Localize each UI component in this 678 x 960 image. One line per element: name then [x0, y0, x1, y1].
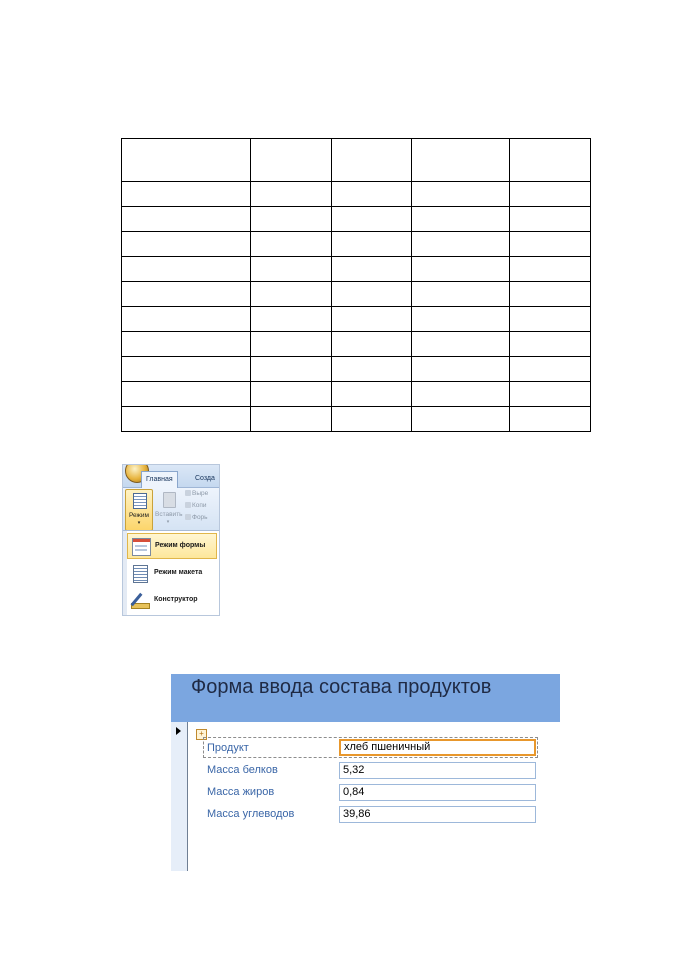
- table-cell: [412, 182, 510, 207]
- field-label-fat: Масса жиров: [207, 786, 275, 798]
- table-cell: [510, 257, 591, 282]
- table-cell: [122, 139, 251, 182]
- table-cell: [412, 382, 510, 407]
- field-label-product: Продукт: [207, 742, 249, 754]
- table-cell: [251, 182, 332, 207]
- table-row: [122, 357, 591, 382]
- menu-item-label: Режим формы: [155, 542, 206, 549]
- table-cell: [412, 332, 510, 357]
- table-row: [122, 257, 591, 282]
- table-cell: [122, 282, 251, 307]
- table-cell: [412, 139, 510, 182]
- table-cell: [332, 182, 412, 207]
- table-row: [122, 182, 591, 207]
- view-mode-dropdown: [123, 530, 219, 616]
- table-row: [122, 207, 591, 232]
- field-fat-input[interactable]: 0,84: [339, 784, 536, 801]
- clipboard-icon: [163, 492, 176, 508]
- table-cell: [251, 407, 332, 432]
- format-painter-button[interactable]: Форь: [185, 514, 208, 521]
- table-cell: [510, 139, 591, 182]
- table-cell: [332, 332, 412, 357]
- table-cell: [412, 407, 510, 432]
- field-protein-input[interactable]: 5,32: [339, 762, 536, 779]
- table-cell: [412, 257, 510, 282]
- table-cell: [510, 307, 591, 332]
- table-cell: [332, 357, 412, 382]
- tab-home[interactable]: Главная: [141, 471, 178, 488]
- chevron-down-icon: ▾: [166, 519, 170, 525]
- table-cell: [122, 382, 251, 407]
- form-view-icon: [133, 493, 147, 509]
- table-cell: [332, 307, 412, 332]
- table-cell: [251, 357, 332, 382]
- table-cell: [251, 307, 332, 332]
- scissors-icon: [185, 490, 191, 496]
- table-cell: [332, 232, 412, 257]
- layout-view-icon: [133, 565, 148, 583]
- menu-item-label: Конструктор: [154, 596, 198, 603]
- table-cell: [122, 307, 251, 332]
- view-mode-button[interactable]: [125, 489, 153, 531]
- table-cell: [332, 282, 412, 307]
- table-cell: [251, 332, 332, 357]
- table-cell: [510, 207, 591, 232]
- table-cell: [251, 139, 332, 182]
- table-cell: [412, 232, 510, 257]
- table-row: [122, 382, 591, 407]
- table-cell: [412, 207, 510, 232]
- table-cell: [510, 407, 591, 432]
- copy-button[interactable]: Копи: [185, 502, 207, 509]
- table-cell: [412, 307, 510, 332]
- cut-button[interactable]: Выре: [185, 490, 208, 497]
- table-cell: [122, 207, 251, 232]
- menu-item-label: Режим макета: [154, 569, 203, 576]
- design-view-icon: [131, 592, 148, 608]
- table-cell: [122, 182, 251, 207]
- table-cell: [251, 282, 332, 307]
- table-cell: [332, 139, 412, 182]
- access-ribbon-screenshot: [122, 464, 220, 616]
- table-row: [122, 232, 591, 257]
- view-mode-label: Режим: [128, 512, 150, 519]
- paste-button[interactable]: [155, 489, 181, 529]
- table-cell: [412, 282, 510, 307]
- table-header-row: [122, 139, 591, 182]
- table-row: [122, 307, 591, 332]
- table-cell: [122, 232, 251, 257]
- table-cell: [510, 182, 591, 207]
- form-view-icon: [132, 538, 151, 556]
- table-cell: [251, 382, 332, 407]
- table-row: [122, 332, 591, 357]
- menu-item-design-view[interactable]: [127, 588, 217, 614]
- table-cell: [412, 357, 510, 382]
- table-cell: [122, 332, 251, 357]
- field-label-protein: Масса белков: [207, 764, 278, 776]
- tab-create[interactable]: Созда: [195, 475, 215, 482]
- table-cell: [251, 207, 332, 232]
- access-form-screenshot: [171, 674, 560, 871]
- table-cell: [510, 332, 591, 357]
- table-cell: [510, 357, 591, 382]
- record-selector[interactable]: [171, 722, 188, 871]
- table-cell: [332, 257, 412, 282]
- table-cell: [251, 257, 332, 282]
- table-cell: [510, 282, 591, 307]
- move-handle-icon[interactable]: +: [196, 729, 207, 740]
- table-cell: [332, 407, 412, 432]
- field-label-carbs: Масса углеводов: [207, 808, 295, 820]
- field-product-input[interactable]: хлеб пшеничный: [339, 739, 536, 756]
- ribbon-body: [123, 488, 219, 530]
- table-cell: [122, 407, 251, 432]
- paste-label: Вставить: [155, 511, 183, 518]
- field-carbs-input[interactable]: 39,86: [339, 806, 536, 823]
- form-header: [171, 674, 560, 722]
- current-record-arrow-icon: [176, 727, 181, 735]
- table-cell: [251, 232, 332, 257]
- empty-table: [121, 138, 591, 432]
- copy-icon: [185, 502, 191, 508]
- table-cell: [332, 382, 412, 407]
- table-cell: [510, 382, 591, 407]
- menu-item-layout-view[interactable]: [127, 561, 217, 587]
- table-cell: [510, 232, 591, 257]
- ribbon-tab-bar: [123, 465, 219, 488]
- table-cell: [332, 207, 412, 232]
- table-cell: [122, 357, 251, 382]
- form-title: Форма ввода состава продуктов: [191, 676, 492, 698]
- brush-icon: [185, 514, 191, 520]
- table-row: [122, 407, 591, 432]
- menu-item-form-view[interactable]: [127, 533, 217, 559]
- chevron-down-icon: ▾: [137, 520, 141, 526]
- table-cell: [122, 257, 251, 282]
- table-row: [122, 282, 591, 307]
